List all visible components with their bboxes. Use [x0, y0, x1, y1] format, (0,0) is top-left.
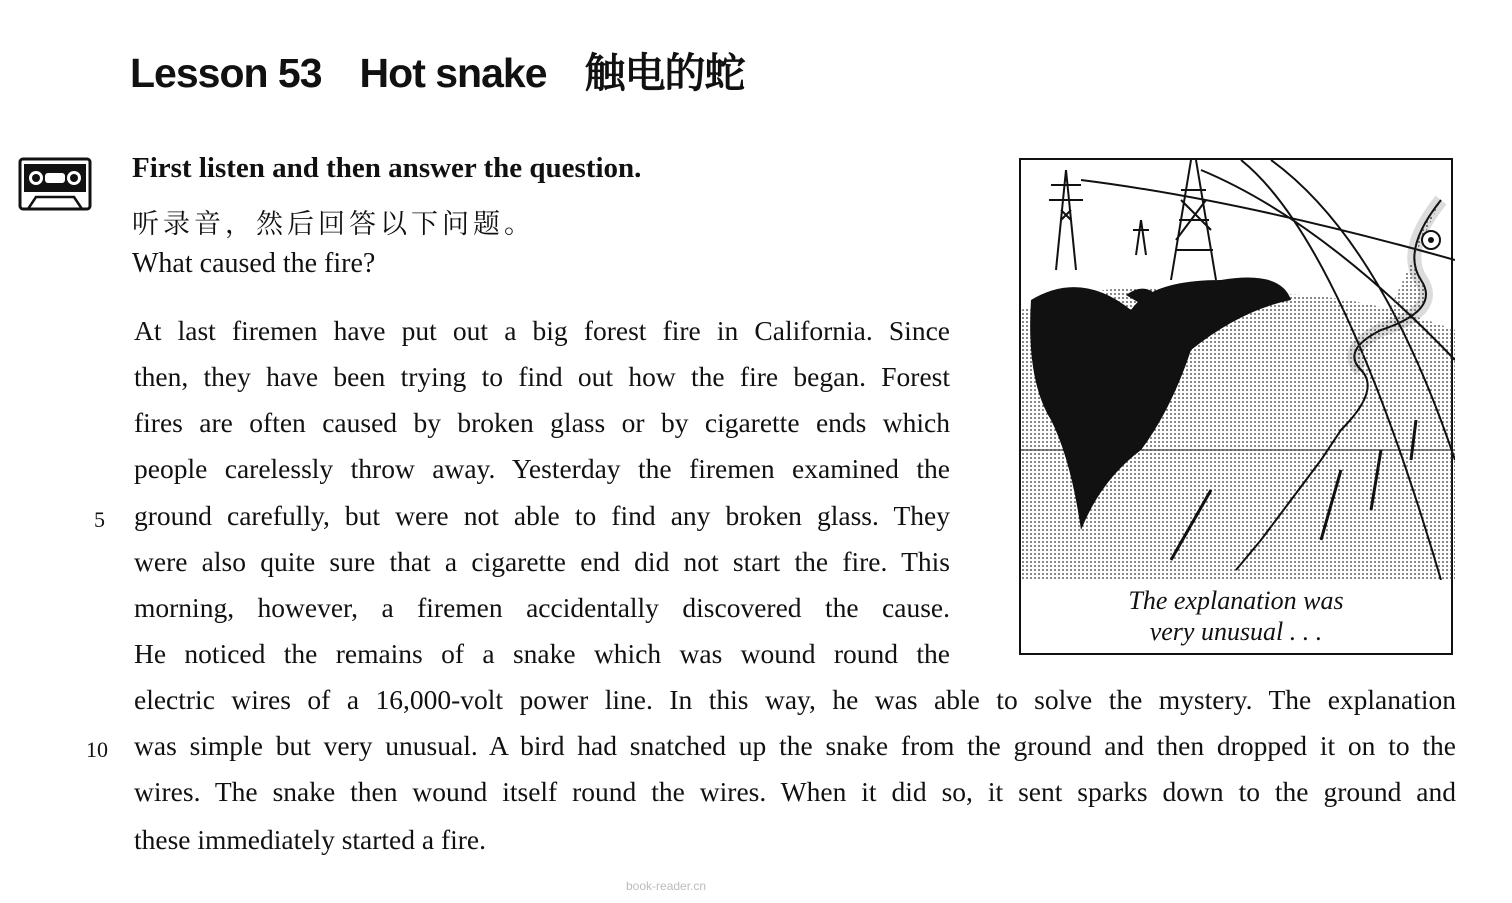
line-number: 5 [94, 507, 105, 532]
line-number: 10 [86, 737, 108, 762]
passage-line: people carelessly throw away. Yesterday the firemen examined the [134, 453, 950, 484]
caption-line-1: The explanation was [1128, 586, 1344, 615]
passage-line: morning, however, a firemen accidentally discovered the cause. [134, 592, 950, 623]
cassette-tape-icon [18, 157, 92, 211]
instruction-english: First listen and then answer the question. [132, 152, 642, 184]
question: What caused the fire? [132, 248, 376, 279]
lesson-title-english: Hot snake [359, 50, 547, 96]
illustration [1019, 158, 1453, 655]
passage-line: these immediately started a fire. [134, 824, 487, 855]
caption-line-2: very unusual . . . [1149, 617, 1323, 646]
snake-bird-illustration [1021, 160, 1455, 580]
illustration-caption [1021, 585, 1451, 647]
lesson-number: Lesson 53 [130, 50, 322, 96]
passage-line: At last firemen have put out a big forest fire in California. Since [134, 315, 950, 346]
passage-line: electric wires of a 16,000-volt power line. In this way, he was able to solve the mystery. The explanation [134, 684, 1456, 715]
lesson-title [130, 40, 783, 99]
passage-line: was simple but very unusual. A bird had snatched up the snake from the ground and then dropped it on to the [134, 730, 1456, 761]
passage-line: ground carefully, but were not able to find any broken glass. They [134, 500, 950, 531]
passage-line: wires. The snake then wound itself round the wires. When it did so, it sent sparks down to the ground and [134, 776, 1456, 807]
passage-line: were also quite sure that a cigarette end did not start the fire. This [134, 546, 950, 577]
instruction-chinese: 听录音，然后回答以下问题。 [132, 209, 535, 239]
watermark: book-reader.cn [626, 879, 707, 893]
passage-line: He noticed the remains of a snake which was wound round the [134, 638, 950, 669]
lesson-title-chinese: 触电的蛇 [584, 50, 745, 96]
passage-line: fires are often caused by broken glass or by cigarette ends which [134, 407, 950, 438]
passage-line: then, they have been trying to find out how the fire began. Forest [134, 361, 950, 392]
